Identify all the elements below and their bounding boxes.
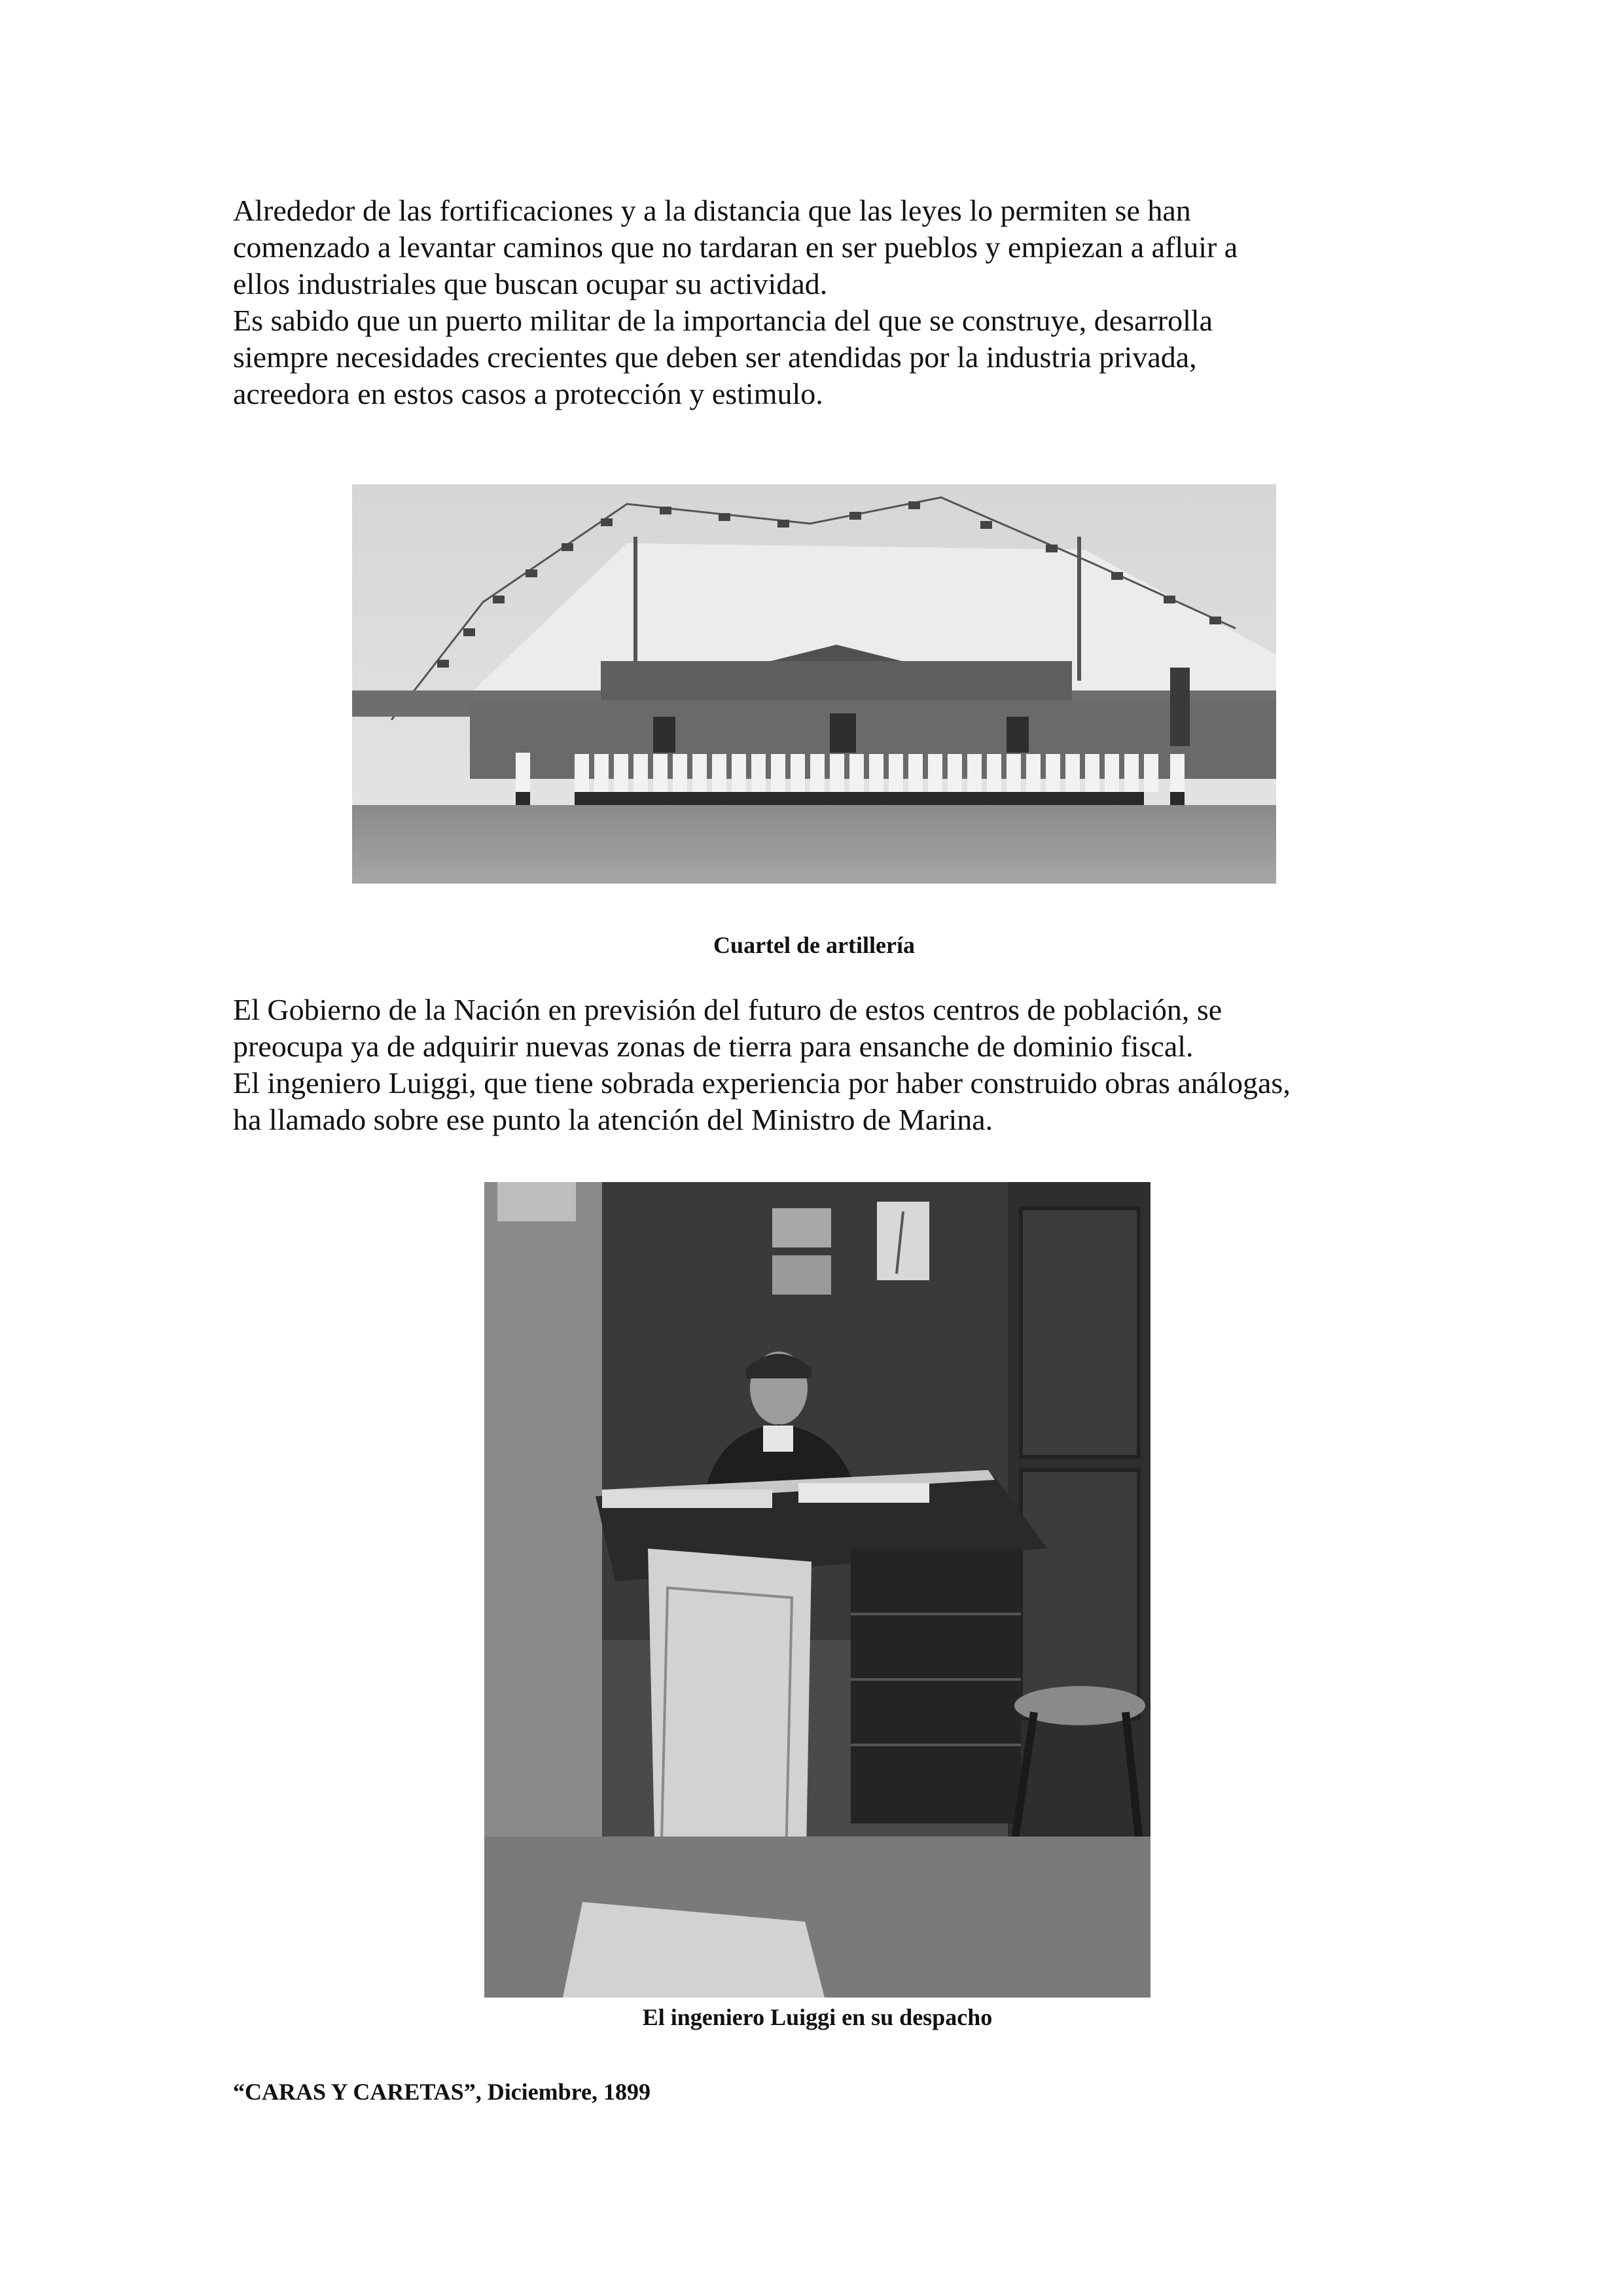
text-line: Alrededor de las fortificaciones y a la distancia que las leyes lo permiten se han	[233, 194, 1191, 227]
figure-2-caption: El ingeniero Luiggi en su despacho	[642, 2004, 993, 2030]
figure-1-caption: Cuartel de artillería	[713, 932, 915, 958]
source-citation: “CARAS Y CARETAS”, Diciembre, 1899	[233, 2079, 651, 2105]
paragraph-1	[233, 192, 1404, 412]
text-line: El Gobierno de la Nación en previsión del futuro de estos centros de población, se	[233, 993, 1222, 1026]
text-line: preocupa ya de adquirir nuevas zonas de tierra para ensanche de dominio fiscal.	[233, 1030, 1194, 1063]
text-line: El ingeniero Luiggi, que tiene sobrada experiencia por haber construido obras análogas,	[233, 1066, 1291, 1100]
engineer-office-photo	[484, 1182, 1150, 1998]
text-line: ellos industriales que buscan ocupar su actividad.	[233, 267, 828, 300]
paragraph-2	[233, 992, 1404, 1138]
text-line: Es sabido que un puerto militar de la importancia del que se construye, desarrolla	[233, 304, 1213, 337]
text-line: acreedora en estos casos a protección y estimulo.	[233, 377, 823, 410]
engineer-office-illustration	[484, 1182, 1150, 1998]
text-line: siempre necesidades crecientes que deben ser atendidas por la industria privada,	[233, 340, 1197, 374]
artillery-barracks-illustration	[352, 484, 1276, 884]
text-line: ha llamado sobre ese punto la atención del Ministro de Marina.	[233, 1103, 993, 1136]
artillery-barracks-photo	[352, 484, 1276, 884]
text-line: comenzado a levantar caminos que no tardaran en ser pueblos y empiezan a afluir a	[233, 230, 1238, 264]
